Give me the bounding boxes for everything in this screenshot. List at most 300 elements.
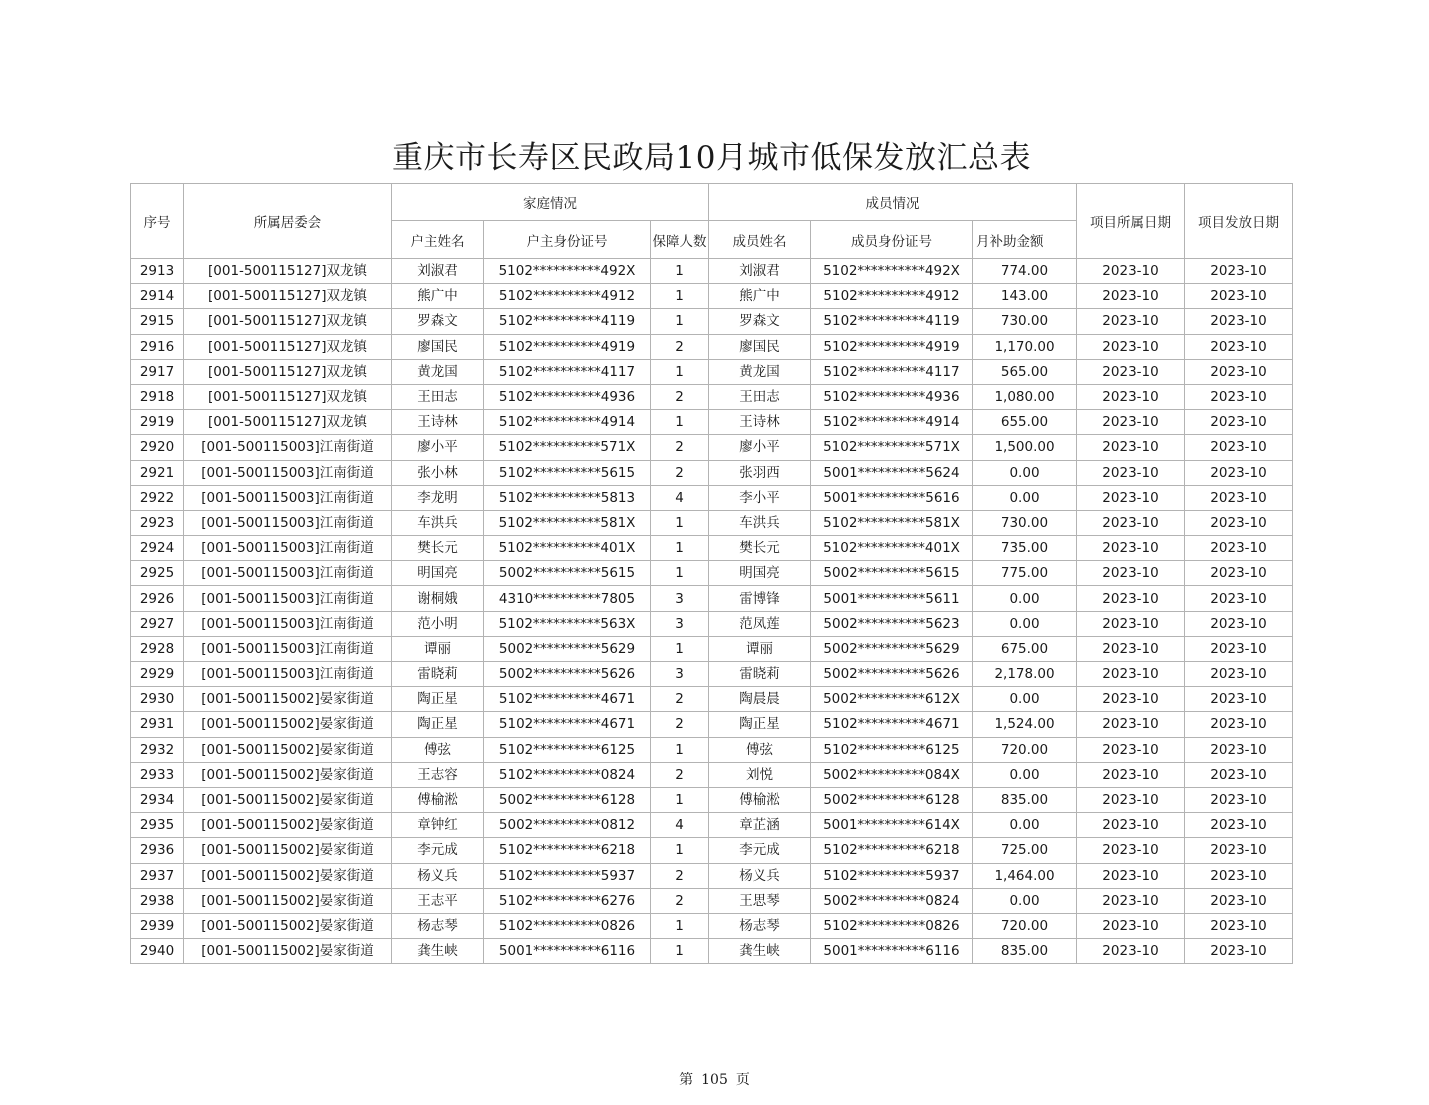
cell-covered: 1 <box>651 838 709 863</box>
cell-member-name: 谭丽 <box>709 636 811 661</box>
cell-member-name: 熊广中 <box>709 284 811 309</box>
cell-covered: 3 <box>651 662 709 687</box>
cell-period: 2023-10 <box>1077 510 1185 535</box>
cell-subsidy: 1,464.00 <box>973 863 1077 888</box>
cell-period: 2023-10 <box>1077 611 1185 636</box>
cell-committee: [001-500115002]晏家街道 <box>184 913 392 938</box>
cell-period: 2023-10 <box>1077 636 1185 661</box>
cell-head-name: 王田志 <box>392 384 484 409</box>
page-prefix: 第 <box>679 1072 694 1088</box>
cell-member-id: 5002**********084X <box>811 762 973 787</box>
cell-seq: 2931 <box>131 712 184 737</box>
cell-subsidy: 835.00 <box>973 939 1077 964</box>
cell-covered: 1 <box>651 939 709 964</box>
cell-seq: 2917 <box>131 359 184 384</box>
col-header-covered: 保障人数 <box>651 221 709 259</box>
cell-subsidy: 0.00 <box>973 611 1077 636</box>
cell-seq: 2926 <box>131 586 184 611</box>
cell-member-name: 樊长元 <box>709 536 811 561</box>
table-row <box>131 510 1293 535</box>
cell-member-id: 5002**********5626 <box>811 662 973 687</box>
cell-seq: 2919 <box>131 410 184 435</box>
col-header-head-name: 户主姓名 <box>392 221 484 259</box>
cell-committee: [001-500115002]晏家街道 <box>184 863 392 888</box>
cell-committee: [001-500115002]晏家街道 <box>184 939 392 964</box>
cell-period: 2023-10 <box>1077 334 1185 359</box>
cell-period: 2023-10 <box>1077 561 1185 586</box>
cell-member-name: 王思琴 <box>709 888 811 913</box>
cell-seq: 2935 <box>131 813 184 838</box>
cell-subsidy: 0.00 <box>973 888 1077 913</box>
cell-seq: 2916 <box>131 334 184 359</box>
cell-seq: 2925 <box>131 561 184 586</box>
table-row <box>131 284 1293 309</box>
cell-member-name: 龚生峡 <box>709 939 811 964</box>
cell-seq: 2921 <box>131 460 184 485</box>
cell-period: 2023-10 <box>1077 939 1185 964</box>
cell-member-name: 李元成 <box>709 838 811 863</box>
cell-member-id: 5001**********5611 <box>811 586 973 611</box>
cell-committee: [001-500115127]双龙镇 <box>184 309 392 334</box>
col-header-head-id: 户主身份证号 <box>484 221 651 259</box>
table-row <box>131 359 1293 384</box>
cell-covered: 1 <box>651 913 709 938</box>
cell-committee: [001-500115003]江南街道 <box>184 662 392 687</box>
cell-head-id: 5001**********6116 <box>484 939 651 964</box>
cell-seq: 2920 <box>131 435 184 460</box>
cell-payment: 2023-10 <box>1185 284 1293 309</box>
cell-head-name: 刘淑君 <box>392 259 484 284</box>
cell-member-name: 廖小平 <box>709 435 811 460</box>
cell-head-id: 5002**********5626 <box>484 662 651 687</box>
table-row <box>131 636 1293 661</box>
page-suffix: 页 <box>735 1072 750 1088</box>
cell-subsidy: 720.00 <box>973 913 1077 938</box>
cell-member-name: 陶晨晨 <box>709 687 811 712</box>
cell-subsidy: 1,080.00 <box>973 384 1077 409</box>
cell-period: 2023-10 <box>1077 284 1185 309</box>
cell-period: 2023-10 <box>1077 813 1185 838</box>
group-header-member: 成员情况 <box>709 184 1077 221</box>
cell-member-name: 李小平 <box>709 485 811 510</box>
cell-committee: [001-500115002]晏家街道 <box>184 737 392 762</box>
cell-seq: 2938 <box>131 888 184 913</box>
cell-committee: [001-500115127]双龙镇 <box>184 410 392 435</box>
cell-head-id: 5102**********4914 <box>484 410 651 435</box>
cell-subsidy: 565.00 <box>973 359 1077 384</box>
cell-committee: [001-500115002]晏家街道 <box>184 813 392 838</box>
col-header-committee: 所属居委会 <box>184 184 392 259</box>
table-row <box>131 410 1293 435</box>
table-row <box>131 939 1293 964</box>
cell-covered: 2 <box>651 712 709 737</box>
cell-subsidy: 735.00 <box>973 536 1077 561</box>
cell-member-id: 5001**********5624 <box>811 460 973 485</box>
cell-subsidy: 0.00 <box>973 762 1077 787</box>
cell-seq: 2932 <box>131 737 184 762</box>
cell-committee: [001-500115002]晏家街道 <box>184 712 392 737</box>
cell-payment: 2023-10 <box>1185 863 1293 888</box>
cell-committee: [001-500115003]江南街道 <box>184 536 392 561</box>
table-row <box>131 460 1293 485</box>
subsidy-table <box>130 183 1293 964</box>
cell-member-name: 刘淑君 <box>709 259 811 284</box>
cell-head-name: 黄龙国 <box>392 359 484 384</box>
cell-committee: [001-500115002]晏家街道 <box>184 787 392 812</box>
cell-covered: 1 <box>651 787 709 812</box>
cell-member-name: 罗森文 <box>709 309 811 334</box>
cell-period: 2023-10 <box>1077 888 1185 913</box>
cell-committee: [001-500115127]双龙镇 <box>184 359 392 384</box>
cell-head-id: 5102**********492X <box>484 259 651 284</box>
cell-payment: 2023-10 <box>1185 687 1293 712</box>
cell-seq: 2940 <box>131 939 184 964</box>
page-number: 105 <box>701 1072 728 1088</box>
table-row <box>131 813 1293 838</box>
cell-head-name: 廖小平 <box>392 435 484 460</box>
cell-seq: 2937 <box>131 863 184 888</box>
cell-head-id: 5002**********5629 <box>484 636 651 661</box>
cell-covered: 2 <box>651 888 709 913</box>
table-row <box>131 712 1293 737</box>
cell-payment: 2023-10 <box>1185 359 1293 384</box>
cell-head-id: 5102**********5813 <box>484 485 651 510</box>
cell-committee: [001-500115127]双龙镇 <box>184 334 392 359</box>
table-row <box>131 435 1293 460</box>
cell-member-id: 5102**********4671 <box>811 712 973 737</box>
cell-seq: 2928 <box>131 636 184 661</box>
cell-head-id: 4310**********7805 <box>484 586 651 611</box>
cell-member-name: 傅榆淞 <box>709 787 811 812</box>
cell-seq: 2923 <box>131 510 184 535</box>
cell-head-name: 谢桐娥 <box>392 586 484 611</box>
table-row <box>131 838 1293 863</box>
cell-head-id: 5102**********563X <box>484 611 651 636</box>
cell-payment: 2023-10 <box>1185 309 1293 334</box>
cell-head-name: 李元成 <box>392 838 484 863</box>
cell-payment: 2023-10 <box>1185 662 1293 687</box>
col-header-member-name: 成员姓名 <box>709 221 811 259</box>
table-row <box>131 334 1293 359</box>
cell-member-name: 陶正星 <box>709 712 811 737</box>
cell-period: 2023-10 <box>1077 863 1185 888</box>
cell-head-id: 5102**********4117 <box>484 359 651 384</box>
cell-payment: 2023-10 <box>1185 586 1293 611</box>
cell-payment: 2023-10 <box>1185 913 1293 938</box>
page-footer <box>0 1069 1429 1089</box>
cell-payment: 2023-10 <box>1185 334 1293 359</box>
cell-member-id: 5102**********4914 <box>811 410 973 435</box>
cell-head-id: 5102**********4912 <box>484 284 651 309</box>
cell-covered: 1 <box>651 359 709 384</box>
cell-member-id: 5102**********6218 <box>811 838 973 863</box>
cell-member-id: 5002**********5615 <box>811 561 973 586</box>
cell-covered: 2 <box>651 460 709 485</box>
table-row <box>131 259 1293 284</box>
cell-member-name: 车洪兵 <box>709 510 811 535</box>
cell-subsidy: 0.00 <box>973 460 1077 485</box>
cell-subsidy: 775.00 <box>973 561 1077 586</box>
cell-committee: [001-500115002]晏家街道 <box>184 838 392 863</box>
cell-member-name: 杨志琴 <box>709 913 811 938</box>
cell-period: 2023-10 <box>1077 536 1185 561</box>
cell-payment: 2023-10 <box>1185 712 1293 737</box>
cell-committee: [001-500115002]晏家街道 <box>184 687 392 712</box>
cell-period: 2023-10 <box>1077 410 1185 435</box>
cell-payment: 2023-10 <box>1185 460 1293 485</box>
cell-covered: 1 <box>651 561 709 586</box>
cell-covered: 4 <box>651 485 709 510</box>
cell-member-id: 5102**********4936 <box>811 384 973 409</box>
cell-head-name: 明国亮 <box>392 561 484 586</box>
col-header-subsidy: 月补助金额 <box>973 221 1077 259</box>
cell-head-name: 雷晓莉 <box>392 662 484 687</box>
cell-head-id: 5102**********0826 <box>484 913 651 938</box>
cell-head-id: 5102**********6125 <box>484 737 651 762</box>
cell-head-id: 5102**********5937 <box>484 863 651 888</box>
cell-period: 2023-10 <box>1077 787 1185 812</box>
cell-period: 2023-10 <box>1077 359 1185 384</box>
cell-member-name: 张羽西 <box>709 460 811 485</box>
table-row <box>131 586 1293 611</box>
table-row <box>131 687 1293 712</box>
cell-period: 2023-10 <box>1077 435 1185 460</box>
cell-payment: 2023-10 <box>1185 435 1293 460</box>
cell-head-name: 杨志琴 <box>392 913 484 938</box>
cell-subsidy: 774.00 <box>973 259 1077 284</box>
cell-payment: 2023-10 <box>1185 485 1293 510</box>
cell-seq: 2918 <box>131 384 184 409</box>
cell-subsidy: 730.00 <box>973 309 1077 334</box>
cell-period: 2023-10 <box>1077 259 1185 284</box>
cell-member-id: 5002**********5629 <box>811 636 973 661</box>
cell-covered: 1 <box>651 309 709 334</box>
cell-covered: 3 <box>651 611 709 636</box>
col-header-period: 项目所属日期 <box>1077 184 1185 259</box>
cell-subsidy: 1,500.00 <box>973 435 1077 460</box>
cell-covered: 3 <box>651 586 709 611</box>
cell-subsidy: 0.00 <box>973 485 1077 510</box>
cell-subsidy: 0.00 <box>973 687 1077 712</box>
group-header-family: 家庭情况 <box>392 184 709 221</box>
cell-head-name: 杨义兵 <box>392 863 484 888</box>
cell-member-id: 5102**********5937 <box>811 863 973 888</box>
cell-head-id: 5002**********6128 <box>484 787 651 812</box>
cell-member-name: 范凤莲 <box>709 611 811 636</box>
cell-head-id: 5102**********6276 <box>484 888 651 913</box>
cell-member-name: 廖国民 <box>709 334 811 359</box>
cell-member-name: 傅弦 <box>709 737 811 762</box>
cell-committee: [001-500115003]江南街道 <box>184 586 392 611</box>
cell-head-id: 5102**********4919 <box>484 334 651 359</box>
cell-payment: 2023-10 <box>1185 410 1293 435</box>
cell-seq: 2914 <box>131 284 184 309</box>
cell-period: 2023-10 <box>1077 737 1185 762</box>
cell-subsidy: 0.00 <box>973 813 1077 838</box>
cell-committee: [001-500115003]江南街道 <box>184 435 392 460</box>
col-header-payment: 项目发放日期 <box>1185 184 1293 259</box>
cell-head-id: 5102**********4936 <box>484 384 651 409</box>
cell-head-name: 王志平 <box>392 888 484 913</box>
cell-payment: 2023-10 <box>1185 259 1293 284</box>
cell-seq: 2915 <box>131 309 184 334</box>
cell-payment: 2023-10 <box>1185 762 1293 787</box>
cell-member-id: 5102**********4119 <box>811 309 973 334</box>
cell-payment: 2023-10 <box>1185 561 1293 586</box>
table-body <box>131 259 1293 964</box>
cell-payment: 2023-10 <box>1185 813 1293 838</box>
cell-committee: [001-500115127]双龙镇 <box>184 384 392 409</box>
table-row <box>131 737 1293 762</box>
cell-member-id: 5102**********4919 <box>811 334 973 359</box>
cell-subsidy: 143.00 <box>973 284 1077 309</box>
cell-period: 2023-10 <box>1077 838 1185 863</box>
cell-head-name: 车洪兵 <box>392 510 484 535</box>
cell-member-name: 章芷涵 <box>709 813 811 838</box>
col-header-member-id: 成员身份证号 <box>811 221 973 259</box>
cell-period: 2023-10 <box>1077 309 1185 334</box>
cell-period: 2023-10 <box>1077 586 1185 611</box>
cell-committee: [001-500115127]双龙镇 <box>184 284 392 309</box>
cell-seq: 2936 <box>131 838 184 863</box>
cell-member-name: 刘悦 <box>709 762 811 787</box>
cell-head-id: 5102**********581X <box>484 510 651 535</box>
cell-period: 2023-10 <box>1077 762 1185 787</box>
table-row <box>131 662 1293 687</box>
cell-covered: 4 <box>651 813 709 838</box>
table-row <box>131 863 1293 888</box>
cell-period: 2023-10 <box>1077 460 1185 485</box>
cell-head-name: 范小明 <box>392 611 484 636</box>
cell-member-name: 雷博锋 <box>709 586 811 611</box>
cell-head-name: 王志容 <box>392 762 484 787</box>
cell-covered: 1 <box>651 510 709 535</box>
cell-subsidy: 655.00 <box>973 410 1077 435</box>
cell-committee: [001-500115003]江南街道 <box>184 510 392 535</box>
table-row <box>131 611 1293 636</box>
cell-subsidy: 675.00 <box>973 636 1077 661</box>
cell-payment: 2023-10 <box>1185 838 1293 863</box>
cell-payment: 2023-10 <box>1185 510 1293 535</box>
cell-seq: 2934 <box>131 787 184 812</box>
cell-covered: 2 <box>651 384 709 409</box>
cell-head-name: 傅榆淞 <box>392 787 484 812</box>
cell-head-name: 傅弦 <box>392 737 484 762</box>
cell-head-name: 陶正星 <box>392 712 484 737</box>
cell-member-id: 5002**********6128 <box>811 787 973 812</box>
cell-covered: 1 <box>651 536 709 561</box>
table-row <box>131 384 1293 409</box>
cell-seq: 2929 <box>131 662 184 687</box>
cell-committee: [001-500115003]江南街道 <box>184 460 392 485</box>
cell-head-id: 5102**********4119 <box>484 309 651 334</box>
cell-head-name: 熊广中 <box>392 284 484 309</box>
cell-covered: 1 <box>651 737 709 762</box>
cell-member-name: 王诗林 <box>709 410 811 435</box>
cell-member-id: 5002**********0824 <box>811 888 973 913</box>
table-row <box>131 309 1293 334</box>
cell-committee: [001-500115003]江南街道 <box>184 561 392 586</box>
cell-subsidy: 835.00 <box>973 787 1077 812</box>
cell-covered: 1 <box>651 259 709 284</box>
table-row <box>131 762 1293 787</box>
cell-member-id: 5001**********6116 <box>811 939 973 964</box>
cell-payment: 2023-10 <box>1185 536 1293 561</box>
cell-member-id: 5001**********5616 <box>811 485 973 510</box>
cell-member-name: 王田志 <box>709 384 811 409</box>
cell-period: 2023-10 <box>1077 687 1185 712</box>
cell-member-name: 杨义兵 <box>709 863 811 888</box>
cell-payment: 2023-10 <box>1185 737 1293 762</box>
cell-period: 2023-10 <box>1077 384 1185 409</box>
cell-head-name: 陶正星 <box>392 687 484 712</box>
cell-member-name: 雷晓莉 <box>709 662 811 687</box>
cell-subsidy: 1,170.00 <box>973 334 1077 359</box>
cell-seq: 2922 <box>131 485 184 510</box>
table-row <box>131 561 1293 586</box>
cell-member-id: 5102**********6125 <box>811 737 973 762</box>
cell-head-id: 5102**********571X <box>484 435 651 460</box>
cell-period: 2023-10 <box>1077 662 1185 687</box>
cell-period: 2023-10 <box>1077 913 1185 938</box>
cell-head-id: 5102**********0824 <box>484 762 651 787</box>
cell-seq: 2933 <box>131 762 184 787</box>
cell-seq: 2939 <box>131 913 184 938</box>
table-row <box>131 888 1293 913</box>
cell-member-id: 5102**********492X <box>811 259 973 284</box>
cell-head-id: 5102**********4671 <box>484 712 651 737</box>
cell-member-id: 5002**********612X <box>811 687 973 712</box>
cell-head-name: 廖国民 <box>392 334 484 359</box>
cell-committee: [001-500115002]晏家街道 <box>184 762 392 787</box>
cell-head-id: 5102**********5615 <box>484 460 651 485</box>
cell-payment: 2023-10 <box>1185 636 1293 661</box>
col-header-seq: 序号 <box>131 184 184 259</box>
cell-covered: 1 <box>651 284 709 309</box>
cell-committee: [001-500115002]晏家街道 <box>184 888 392 913</box>
cell-head-id: 5102**********4671 <box>484 687 651 712</box>
cell-member-id: 5102**********571X <box>811 435 973 460</box>
cell-committee: [001-500115003]江南街道 <box>184 611 392 636</box>
cell-member-id: 5001**********614X <box>811 813 973 838</box>
cell-head-name: 谭丽 <box>392 636 484 661</box>
cell-member-id: 5102**********0826 <box>811 913 973 938</box>
cell-head-id: 5102**********6218 <box>484 838 651 863</box>
cell-period: 2023-10 <box>1077 485 1185 510</box>
cell-covered: 2 <box>651 687 709 712</box>
table-row <box>131 536 1293 561</box>
cell-seq: 2930 <box>131 687 184 712</box>
cell-subsidy: 1,524.00 <box>973 712 1077 737</box>
cell-member-name: 黄龙国 <box>709 359 811 384</box>
cell-subsidy: 720.00 <box>973 737 1077 762</box>
cell-covered: 2 <box>651 762 709 787</box>
table-row <box>131 913 1293 938</box>
cell-subsidy: 730.00 <box>973 510 1077 535</box>
cell-covered: 2 <box>651 435 709 460</box>
cell-payment: 2023-10 <box>1185 888 1293 913</box>
cell-head-id: 5002**********5615 <box>484 561 651 586</box>
cell-seq: 2927 <box>131 611 184 636</box>
cell-member-id: 5102**********4117 <box>811 359 973 384</box>
cell-member-id: 5102**********4912 <box>811 284 973 309</box>
cell-member-id: 5002**********5623 <box>811 611 973 636</box>
cell-head-name: 罗森文 <box>392 309 484 334</box>
cell-seq: 2913 <box>131 259 184 284</box>
cell-head-name: 张小林 <box>392 460 484 485</box>
cell-member-name: 明国亮 <box>709 561 811 586</box>
page-title: 重庆市长寿区民政局10月城市低保发放汇总表 <box>392 140 1031 176</box>
